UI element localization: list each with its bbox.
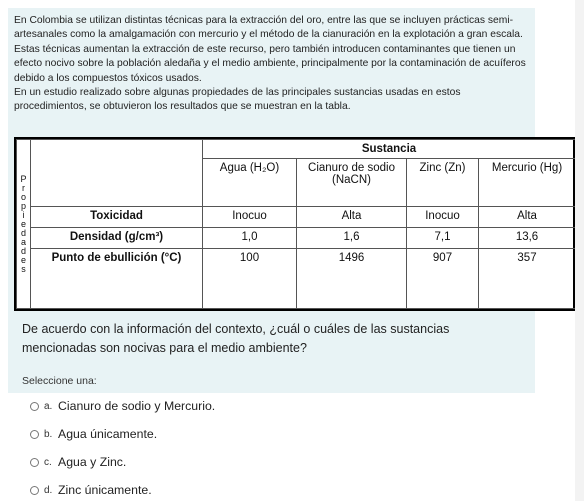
option-letter: d. — [44, 484, 53, 496]
option-label: Cianuro de sodio y Mercurio. — [58, 399, 216, 413]
side-label-propiedades: P r o p i e d a d e s — [17, 140, 31, 309]
option-a[interactable] — [30, 396, 215, 416]
column-header: Cianuro de sodio (NaCN) — [297, 159, 407, 207]
table-cell: 1,0 — [203, 228, 297, 249]
table-cell: 357 — [479, 249, 576, 309]
option-c[interactable] — [30, 452, 126, 472]
table-cell: Inocuo — [203, 207, 297, 228]
empty-corner-cell — [31, 140, 203, 207]
table-cell: 7,1 — [407, 228, 479, 249]
option-label: Agua únicamente. — [58, 427, 158, 441]
row-label: Punto de ebullición (°C) — [31, 249, 203, 309]
radio-button[interactable] — [30, 402, 39, 411]
radio-button[interactable] — [30, 486, 39, 495]
option-letter: a. — [44, 400, 53, 412]
table-cell: 100 — [203, 249, 297, 309]
question-text: De acuerdo con la información del contexto, ¿cuál o cuáles de las sustancias mencionadas son nocivas para el medio ambiente? — [22, 322, 450, 355]
table-row — [17, 249, 576, 309]
context-paragraph: En Colombia se utilizan distintas técnicas para la extracción del oro, entre las que se incluyen prácticas semi-artesanales como la amalgamación con mercurio y el método de la cianuración en la explotación a gran escala. Estas técnicas aumentan la extracción de este recurso, pero también introducen contaminantes que tienen un efecto nocivo sobre la población aledaña y el medio ambiente, principalmente por la contaminación de acuíferos debido a los compuestos tóxicos usados. — [14, 15, 526, 84]
column-header: Agua (H₂O) — [203, 159, 297, 207]
table-cell: 907 — [407, 249, 479, 309]
scrollbar[interactable] — [575, 0, 584, 501]
row-label: Densidad (g/cm³) — [31, 228, 203, 249]
column-header: Mercurio (Hg) — [479, 159, 576, 207]
option-label: Agua y Zinc. — [58, 455, 127, 469]
table-cell: 13,6 — [479, 228, 576, 249]
row-label: Toxicidad — [31, 207, 203, 228]
properties-table — [14, 137, 575, 311]
context-text — [14, 14, 529, 115]
option-b[interactable] — [30, 424, 157, 444]
table-cell: Alta — [479, 207, 576, 228]
radio-button[interactable] — [30, 430, 39, 439]
data-table — [16, 139, 576, 309]
radio-button[interactable] — [30, 458, 39, 467]
option-letter: b. — [44, 428, 53, 440]
option-d[interactable] — [30, 480, 152, 500]
option-label: Zinc únicamente. — [58, 483, 152, 497]
table-cell: Inocuo — [407, 207, 479, 228]
table-cell: 1,6 — [297, 228, 407, 249]
table-row — [17, 228, 576, 249]
table-cell: 1496 — [297, 249, 407, 309]
table-cell: Alta — [297, 207, 407, 228]
select-prompt: Seleccione una: — [22, 375, 97, 387]
context-paragraph: En un estudio realizado sobre algunas propiedades de las principales sustancias usadas en estos procedimientos, se obtuvieron los resultados que se muestran en la tabla. — [14, 87, 461, 113]
option-letter: c. — [44, 456, 52, 468]
group-header: Sustancia — [203, 140, 576, 159]
column-header: Zinc (Zn) — [407, 159, 479, 207]
table-row — [17, 207, 576, 228]
